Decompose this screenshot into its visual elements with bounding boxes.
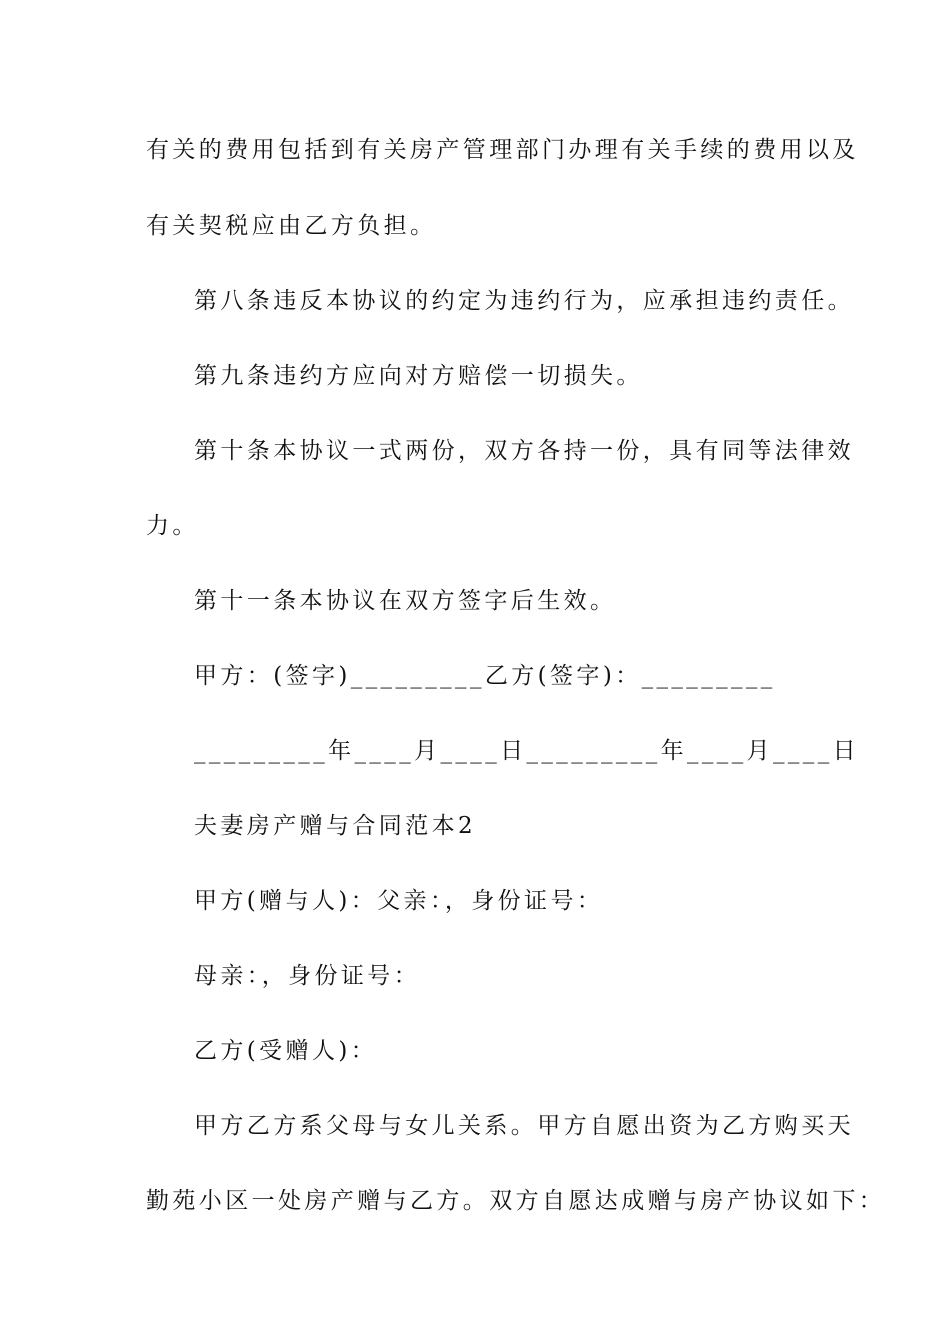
section-title: 夫妻房产赠与合同范本2 <box>194 813 477 839</box>
party-b-line: 乙方(受赠人)： <box>194 1038 378 1064</box>
article-9: 第九条违约方应向对方赔偿一切损失。 <box>194 363 643 389</box>
paragraph-line: 有关的费用包括到有关房产管理部门办理有关手续的费用以及 <box>146 137 859 163</box>
article-10: 第十条本协议一式两份，双方各持一份，具有同等法律效 <box>194 438 854 464</box>
article-11: 第十一条本协议在双方签字后生效。 <box>194 588 617 614</box>
paragraph-line: 力。 <box>146 513 199 539</box>
signature-line: 甲方：(签字)_________乙方(签字)：_________ <box>194 663 776 689</box>
date-line: _________年____月____日_________年____月____日 <box>194 738 859 764</box>
party-a-line: 甲方(赠与人)：父亲：，身份证号： <box>194 888 604 914</box>
paragraph-line: 甲方乙方系父母与女儿关系。甲方自愿出资为乙方购买天 <box>194 1113 854 1139</box>
paragraph-line: 勤苑小区一处房产赠与乙方。双方自愿达成赠与房产协议如下： <box>146 1188 886 1214</box>
paragraph-line: 有关契税应由乙方负担。 <box>146 213 437 239</box>
article-8: 第八条违反本协议的约定为违约行为，应承担违约责任。 <box>194 288 854 314</box>
mother-line: 母亲：，身份证号： <box>194 963 421 989</box>
